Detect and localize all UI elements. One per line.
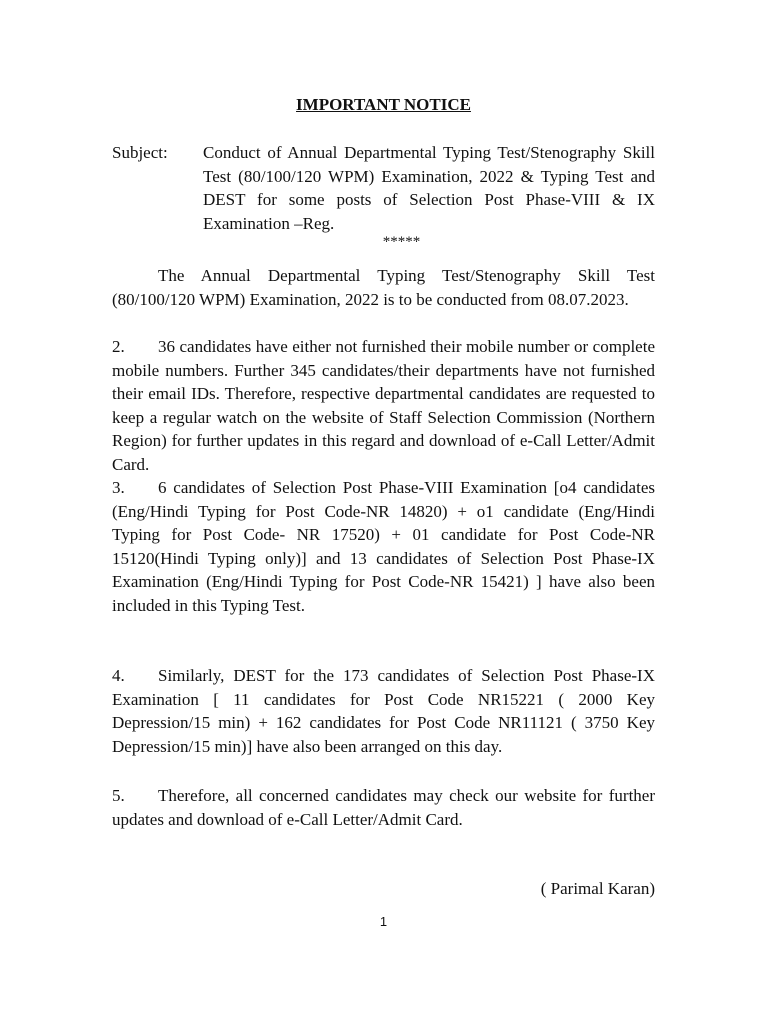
paragraph-3-text: 6 candidates of Selection Post Phase-VIII Examination [o4 candidates (Eng/Hindi Typing for Post Code-NR 14820) + o1 candidate (Eng/Hindi Typing for Post Code- NR 17520) + 01 candidate for Post Code-NR 15120(Hindi Typing only)] and 13 candidates of Selection Post Phase-IX Examination (Eng/Hindi Typing for Post Code-NR 15421) ] have also been included in this Typing Test. xyxy=(112,478,655,615)
paragraph-1-text: The Annual Departmental Typing Test/Stenography Skill Test (80/100/120 WPM) Examination, 2022 is to be conducted from 08.07.2023. xyxy=(112,266,655,309)
paragraph-4 xyxy=(112,664,655,758)
paragraph-1 xyxy=(112,264,655,311)
page-number: 1 xyxy=(379,914,388,929)
paragraph-3-number: 3. xyxy=(112,478,125,497)
paragraph-5-number: 5. xyxy=(112,786,125,805)
paragraph-3 xyxy=(112,476,655,618)
notice-page xyxy=(112,0,655,1024)
paragraph-4-number: 4. xyxy=(112,666,125,685)
paragraph-2-text: 36 candidates have either not furnished their mobile number or complete mobile numbers. Further 345 candidates/their departments have not furnished their email IDs. Therefore, respective departmental candidates are requested to keep a regular watch on the website of Staff Selection Commission (Northern Region) for further updates in this regard and download of e-Call Letter/Admit Card. xyxy=(112,337,655,474)
paragraph-2-number: 2. xyxy=(112,337,125,356)
paragraph-4-text: Similarly, DEST for the 173 candidates of Selection Post Phase-IX Examination [ 11 candidates for Post Code NR15221 ( 2000 Key Depression/15 min) + 162 candidates for Post Code NR11121 ( 3750 Key Depression/15 min)] have also been arranged on this day. xyxy=(112,666,655,756)
notice-title: IMPORTANT NOTICE xyxy=(296,95,471,114)
separator-stars: ***** xyxy=(382,234,421,250)
paragraph-5 xyxy=(112,784,655,831)
paragraph-2 xyxy=(112,335,655,477)
subject-text: Conduct of Annual Departmental Typing Test/Stenography Skill Test (80/100/120 WPM) Examination, 2022 & Typing Test and DEST for some posts of Selection Post Phase-VIII & IX Examination –Reg. xyxy=(203,143,655,233)
subject-label: Subject: xyxy=(112,143,168,162)
paragraph-5-text: Therefore, all concerned candidates may check our website for further updates and download of e-Call Letter/Admit Card. xyxy=(112,786,655,829)
signature: ( Parimal Karan) xyxy=(540,879,655,898)
